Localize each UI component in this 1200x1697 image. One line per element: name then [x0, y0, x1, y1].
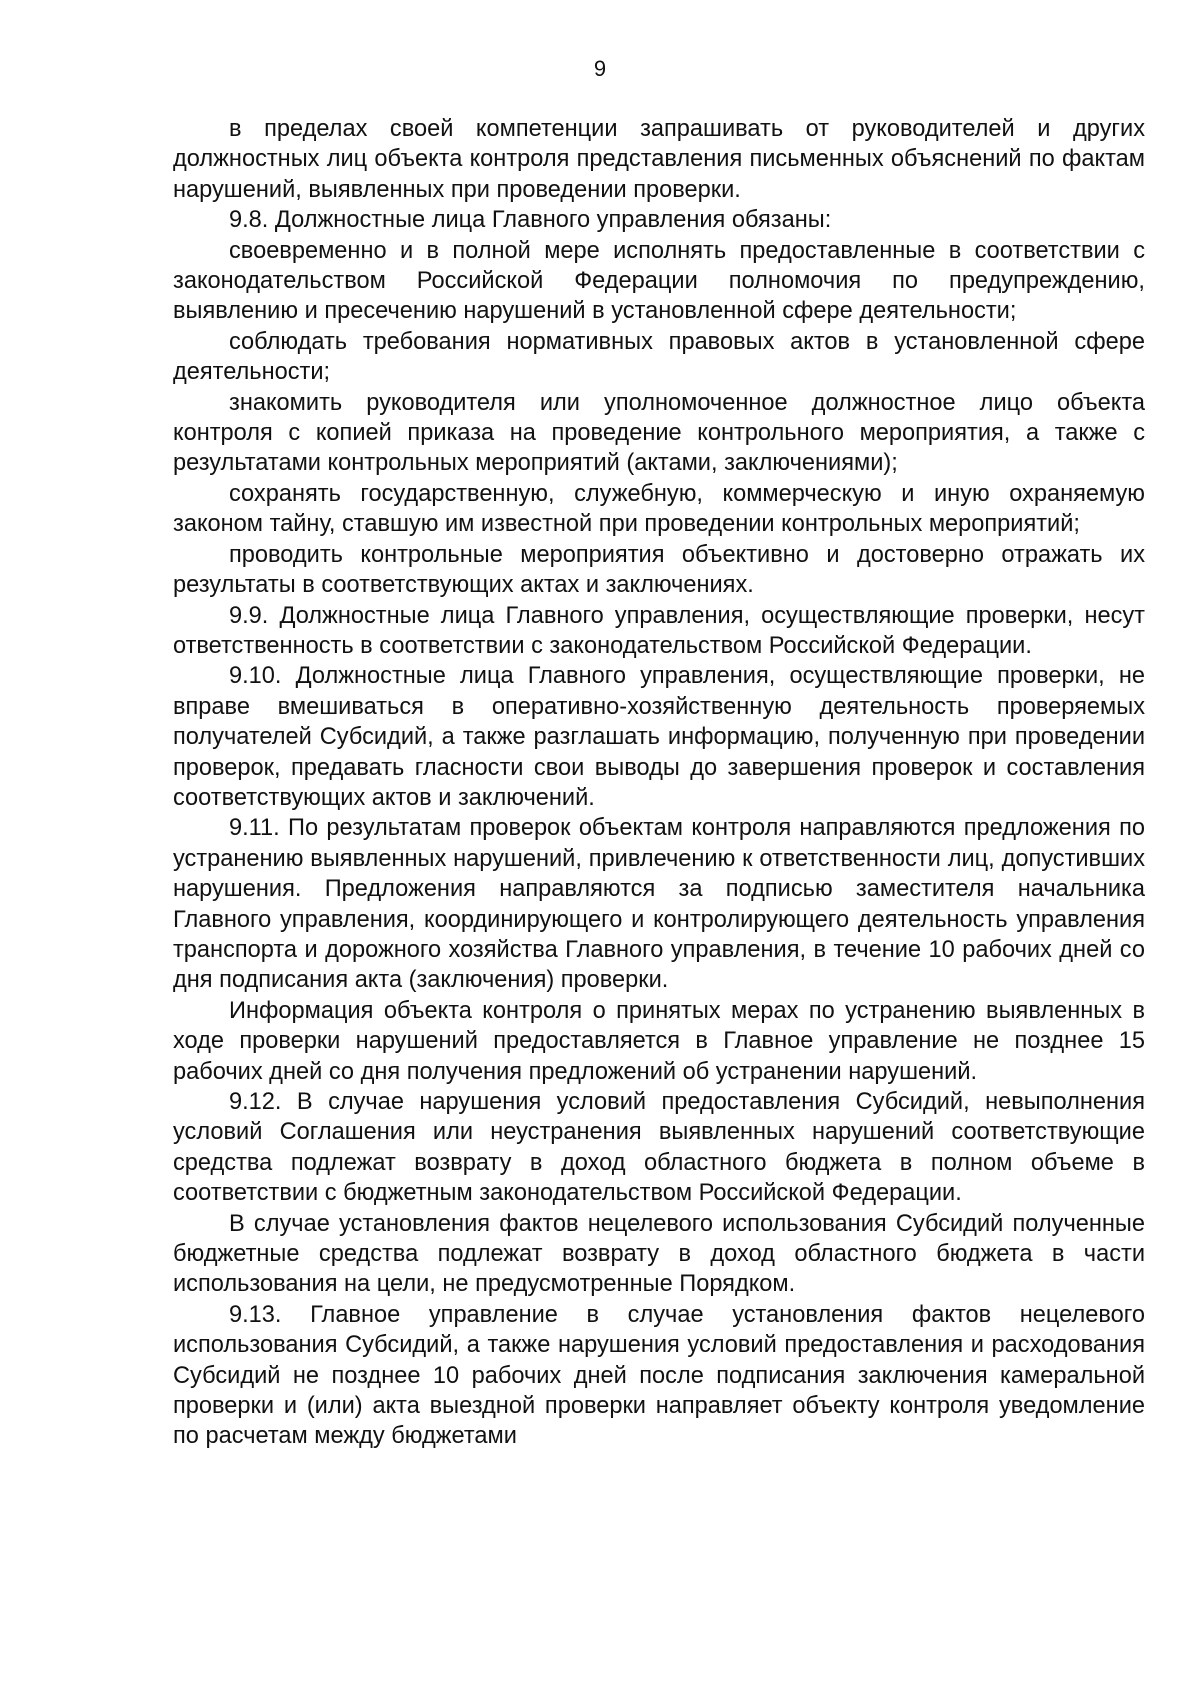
document-body [173, 114, 1145, 1452]
paragraph-9-12: 9.12. В случае нарушения условий предоставления Субсидий, невыполнения условий Соглашения или неустранения выявленных нарушений соответствующие средства подлежат возврату в доход областного бюджета в полном объеме в соответствии с бюджетным законодательством Российской Федерации. [173, 1089, 1145, 1207]
paragraph-acquaint-head: знакомить руководителя или уполномоченное должностное лицо объекта контроля с копией приказа на проведение контрольного мероприятия, а также с результатами контрольных мероприятий (актами, заключениями); [173, 389, 1145, 477]
paragraph-9-9: 9.9. Должностные лица Главного управления, осуществляющие проверки, несут ответственность в соответствии с законодательством Российской Федерации. [173, 602, 1145, 659]
paragraph-9-10: 9.10. Должностные лица Главного управления, осуществляющие проверки, не вправе вмешиваться в оперативно-хозяйственную деятельность проверяемых получателей Субсидий, а также разглашать информацию, полученную при проведении проверок, предавать гласности свои выводы до завершения проверок и составления соответствующих актов и заключений. [173, 663, 1145, 811]
paragraph-conduct-objectively: проводить контрольные мероприятия объективно и достоверно отражать их результаты в соответствующих актах и заключениях. [173, 541, 1145, 599]
paragraph-observe-requirements: соблюдать требования нормативных правовых актов в установленной сфере деятельности; [173, 328, 1145, 386]
paragraph-9-8-heading: 9.8. Должностные лица Главного управления обязаны: [229, 207, 832, 234]
paragraph-misuse-return: В случае установления фактов нецелевого использования Субсидий полученные бюджетные средства подлежат возврату в доход областного бюджета в части использования на цели, не предусмотренные Порядком. [173, 1210, 1145, 1298]
paragraph-keep-secrets: сохранять государственную, служебную, коммерческую и иную охраняемую законом тайну, ставшую им известной при проведении контрольных мероприятий; [173, 480, 1145, 538]
paragraph-9-11: 9.11. По результатам проверок объектам контроля направляются предложения по устранению выявленных нарушений, привлечению к ответственности лиц, допустивших нарушения. Предложения направляются за подписью заместителя начальника Главного управления, координирующего и контролирующего деятельность управления транспорта и дорожного хозяйства Главного управления, в течение 10 рабочих дней со дня подписания акта (заключения) проверки. [173, 815, 1145, 994]
paragraph-exercise-powers: своевременно и в полной мере исполнять предоставленные в соответствии с законодательством Российской Федерации полномочия по предупреждению, выявлению и пресечению нарушений в установленной сфере деятельности; [173, 237, 1145, 325]
paragraph-request-explanations: в пределах своей компетенции запрашивать от руководителей и других должностных лиц объекта контроля представления письменных объяснений по фактам нарушений, выявленных при проведении проверки. [173, 116, 1145, 203]
paragraph-measures-info: Информация объекта контроля о принятых мерах по устранению выявленных в ходе проверки нарушений предоставляется в Главное управление не позднее 15 рабочих дней со дня получения предложений об устранении нарушений. [173, 997, 1145, 1085]
paragraph-9-13: 9.13. Главное управление в случае установления фактов нецелевого использования Субсидий, а также нарушения условий предоставления и расходования Субсидий не позднее 10 рабочих дней после подписания заключения камеральной проверки и (или) акта выездной проверки направляет объекту контроля уведомление по расчетам между бюджетами [173, 1301, 1145, 1450]
page-number: 9 [593, 56, 607, 81]
